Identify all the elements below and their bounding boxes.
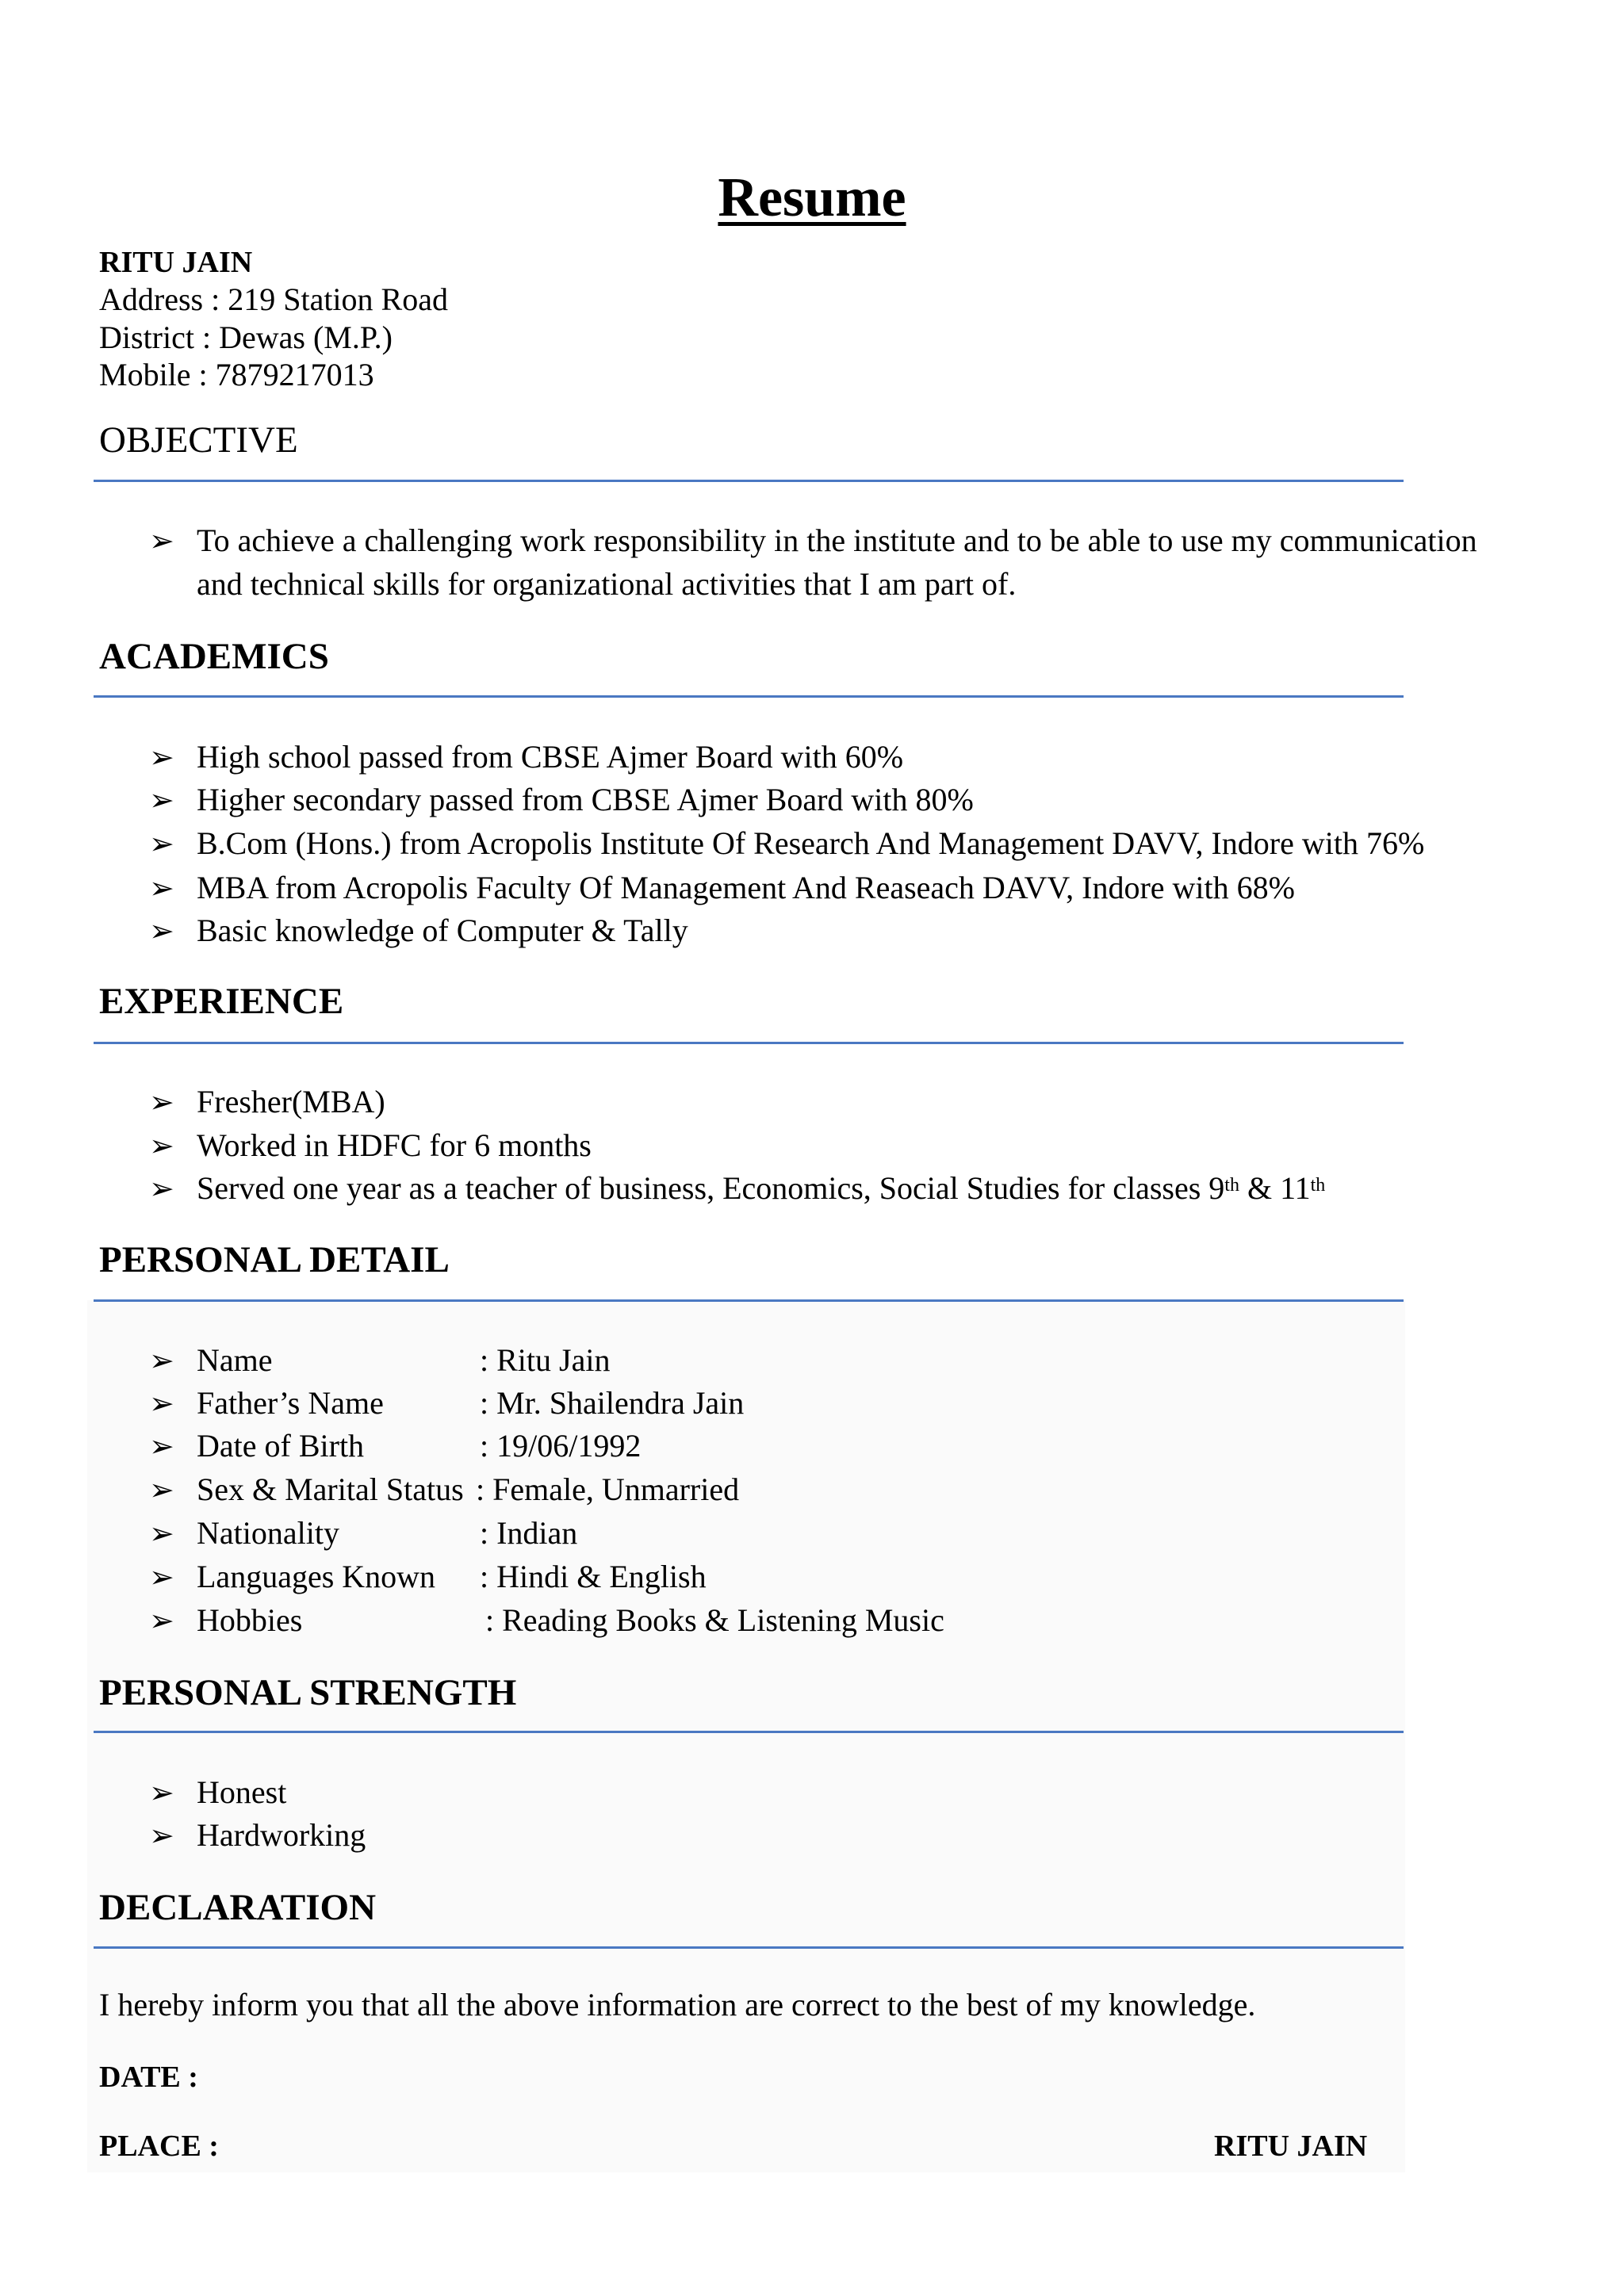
signature-name: RITU JAIN: [1214, 2130, 1368, 2163]
academics-item: High school passed from CBSE Ajmer Board with 60%: [197, 739, 904, 775]
detail-value: : Hindi & English: [480, 1559, 707, 1594]
bullet-icon: ➢: [149, 525, 174, 558]
academics-item: Basic knowledge of Computer & Tally: [197, 913, 688, 948]
personal-strength-heading: PERSONAL STRENGTH: [99, 1672, 517, 1713]
detail-label: Name: [197, 1342, 273, 1378]
bullet-icon: ➢: [149, 784, 174, 817]
experience-item: Worked in HDFC for 6 months: [197, 1127, 592, 1163]
objective-heading: OBJECTIVE: [99, 419, 298, 461]
detail-value: : Ritu Jain: [480, 1342, 611, 1378]
superscript: th: [1310, 1175, 1326, 1196]
objective-rule: [94, 480, 1404, 482]
strength-item: Hardworking: [197, 1817, 366, 1853]
academics-item: MBA from Acropolis Faculty Of Management And Reaseach DAVV, Indore with 68%: [197, 870, 1295, 905]
bullet-icon: ➢: [149, 1086, 174, 1119]
bullet-icon: ➢: [149, 1345, 174, 1378]
declaration-heading: DECLARATION: [99, 1887, 377, 1928]
bullet-icon: ➢: [149, 828, 174, 861]
bullet-icon: ➢: [149, 1605, 174, 1638]
detail-label: Hobbies: [197, 1602, 303, 1638]
bullet-icon: ➢: [149, 1474, 174, 1507]
personal-detail-rule: [94, 1299, 1404, 1302]
detail-label: Sex & Marital Status: [197, 1471, 464, 1507]
bullet-icon: ➢: [149, 872, 174, 905]
bullet-icon: ➢: [149, 1173, 174, 1206]
bullet-icon: ➢: [149, 1130, 174, 1163]
academics-item: Higher secondary passed from CBSE Ajmer Board with 80%: [197, 782, 974, 817]
detail-value: : 19/06/1992: [480, 1428, 642, 1464]
place-label: PLACE :: [99, 2130, 219, 2163]
strength-item: Honest: [197, 1774, 287, 1810]
superscript: th: [1224, 1175, 1239, 1196]
academics-item: B.Com (Hons.) from Acropolis Institute Of Research And Management DAVV, Indore with 76%: [197, 825, 1425, 861]
declaration-text: I hereby inform you that all the above information are correct to the best of my knowledge.: [99, 1987, 1256, 2022]
objective-line-2: and technical skills for organizational activities that I am part of.: [197, 566, 1017, 602]
bullet-icon: ➢: [149, 1561, 174, 1594]
bullet-icon: ➢: [149, 1430, 174, 1464]
bullet-icon: ➢: [149, 1387, 174, 1421]
personal-detail-heading: PERSONAL DETAIL: [99, 1239, 450, 1280]
detail-label: Date of Birth: [197, 1428, 365, 1464]
detail-value: : Reading Books & Listening Music: [485, 1602, 944, 1638]
bullet-icon: ➢: [149, 1517, 174, 1551]
candidate-name: RITU JAIN: [99, 246, 253, 279]
teaching-text-mid: & 11: [1239, 1170, 1311, 1206]
detail-value: : Female, Unmarried: [476, 1471, 740, 1507]
experience-rule: [94, 1042, 1404, 1044]
experience-heading: EXPERIENCE: [99, 981, 344, 1022]
address-line: Address : 219 Station Road: [99, 281, 448, 317]
experience-item-teaching: [197, 1169, 1325, 1207]
page-title: Resume: [718, 167, 906, 228]
bullet-icon: ➢: [149, 915, 174, 948]
teaching-text: Served one year as a teacher of business, Economics, Social Studies for classes 9: [197, 1170, 1225, 1206]
detail-label: Nationality: [197, 1515, 339, 1551]
personal-strength-rule: [94, 1731, 1404, 1733]
academics-rule: [94, 695, 1404, 698]
detail-value: : Indian: [480, 1515, 578, 1551]
mobile-line: Mobile : 7879217013: [99, 357, 374, 392]
declaration-rule: [94, 1946, 1404, 1949]
bullet-icon: ➢: [149, 1820, 174, 1853]
detail-label: Languages Known: [197, 1559, 436, 1594]
experience-item: Fresher(MBA): [197, 1084, 385, 1119]
academics-heading: ACADEMICS: [99, 636, 329, 677]
bullet-icon: ➢: [149, 741, 174, 775]
detail-value: : Mr. Shailendra Jain: [480, 1385, 745, 1421]
district-line: District : Dewas (M.P.): [99, 320, 393, 355]
bullet-icon: ➢: [149, 1777, 174, 1810]
objective-line-1: To achieve a challenging work responsibility in the institute and to be able to use my communication: [197, 522, 1477, 558]
date-label: DATE :: [99, 2061, 198, 2094]
detail-label: Father’s Name: [197, 1385, 384, 1421]
